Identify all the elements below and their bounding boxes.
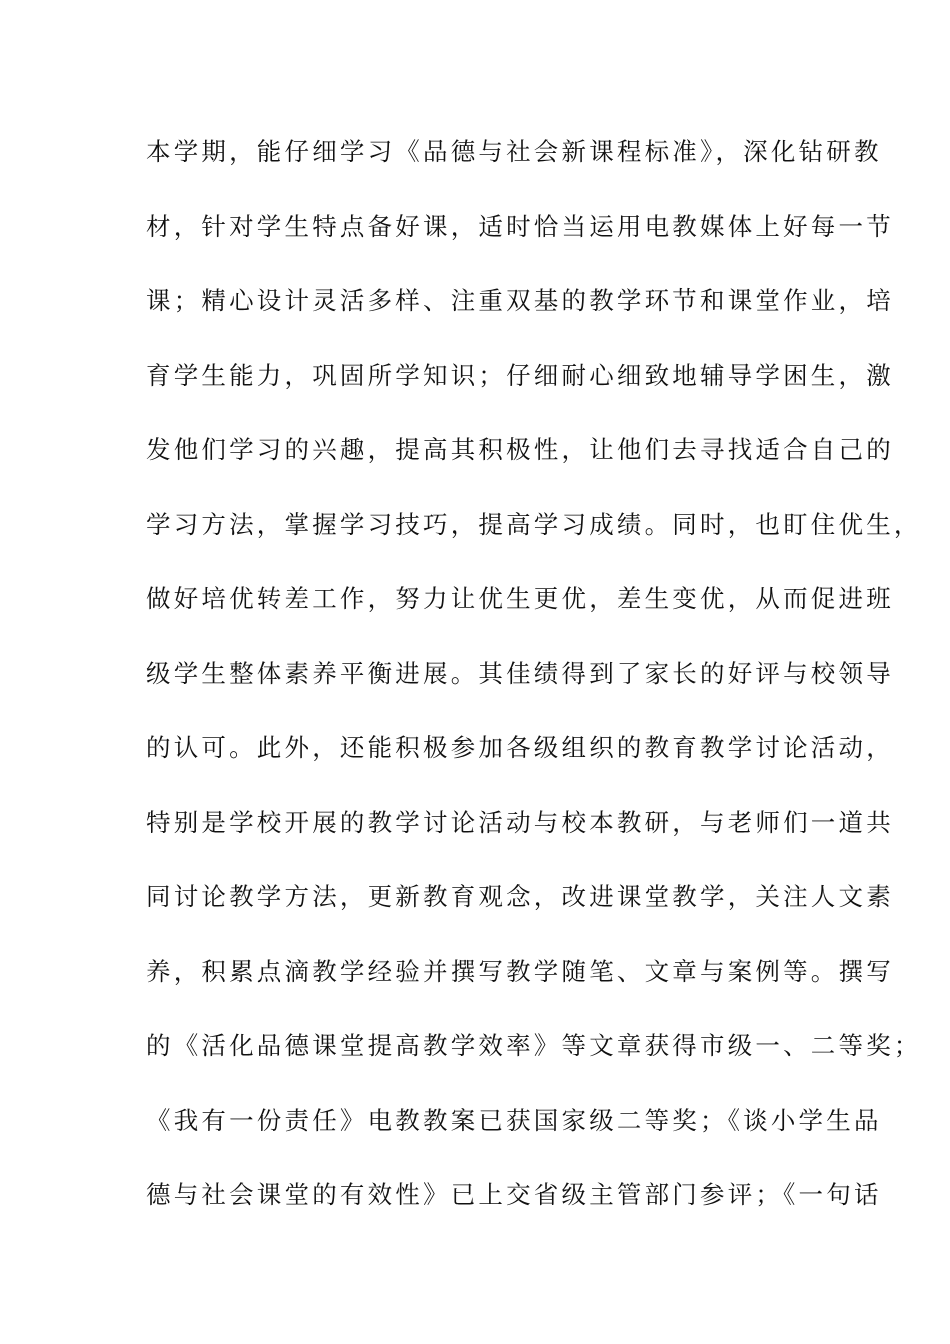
text-line: 级学生整体素养平衡进展。其佳绩得到了家长的好评与校领导 [146,658,894,688]
text-line: 同讨论教学方法，更新教育观念，改进课堂教学，关注人文素 [146,882,894,911]
text-line: 德与社会课堂的有效性》已上交省级主管部门参评；《一句话 [146,1180,882,1209]
text-line: 的《活化品德课堂提高教学效率》等文章获得市级一、二等奖； [146,1031,922,1060]
text-line: 做好培优转差工作，努力让优生更优，差生变优，从而促进班 [146,584,894,613]
text-line: 发他们学习的兴趣，提高其积极性，让他们去寻找适合自己的 [146,435,894,464]
text-line: 《我有一份责任》电教教案已获国家级二等奖；《谈小学生品 [146,1105,882,1135]
text-line: 课；精心设计灵活多样、注重双基的教学环节和课堂作业，培 [146,286,894,315]
text-line: 养，积累点滴教学经验并撰写教学随笔、文章与案例等。撰写 [146,956,894,986]
text-line: 学习方法，掌握学习技巧，提高学习成绩。同时，也盯住优生， [146,509,922,539]
text-line: 育学生能力，巩固所学知识；仔细耐心细致地辅导学困生，激 [146,360,894,390]
body-text [146,132,922,1250]
text-line: 特别是学校开展的教学讨论活动与校本教研，与老师们一道共 [146,807,894,837]
text-line: 材，针对学生特点备好课，适时恰当运用电教媒体上好每一节 [146,211,894,241]
text-line: 本学期，能仔细学习《品德与社会新课程标准》，深化钻研教 [146,137,882,166]
text-line: 的认可。此外，还能积极参加各级组织的教育教学讨论活动， [146,733,894,762]
